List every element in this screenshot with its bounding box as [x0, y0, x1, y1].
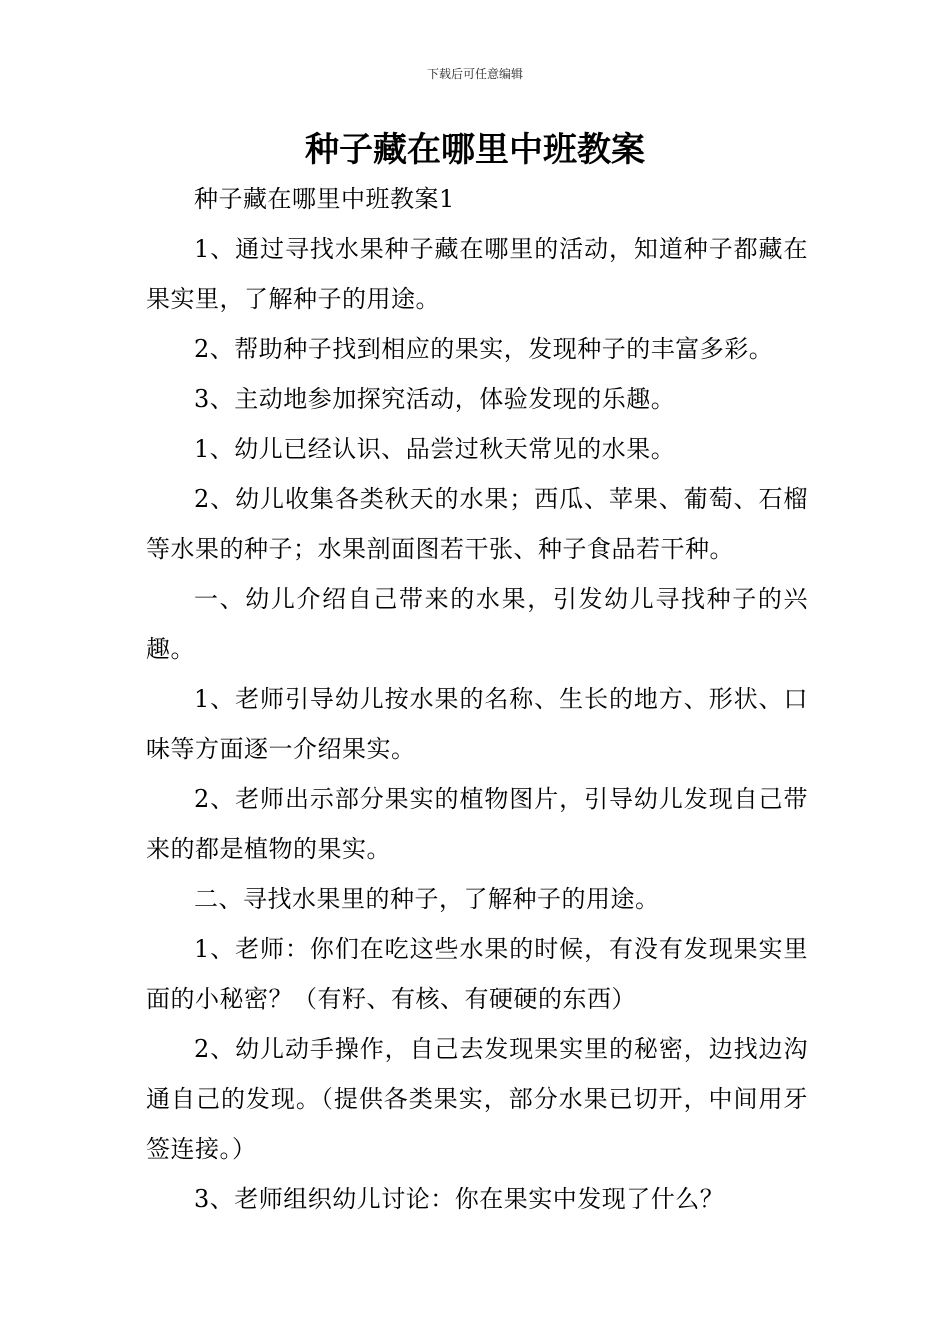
paragraph: 2、帮助种子找到相应的果实，发现种子的丰富多彩。	[194, 335, 774, 363]
paragraph: 1、幼儿已经认识、品尝过秋天常见的水果。	[194, 435, 676, 463]
paragraph: 3、主动地参加探究活动，体验发现的乐趣。	[194, 385, 676, 413]
paragraph: 1、老师引导幼儿按水果的名称、生长的地方、形状、口味等方面逐一介绍果实。	[146, 685, 808, 763]
page-title: 种子藏在哪里中班教案	[305, 130, 645, 170]
document-body	[146, 174, 808, 1224]
paragraph: 1、通过寻找水果种子藏在哪里的活动，知道种子都藏在果实里，了解种子的用途。	[146, 235, 808, 313]
paragraph: 2、幼儿收集各类秋天的水果；西瓜、苹果、葡萄、石榴等水果的种子；水果剖面图若干张、种子食品若干种。	[146, 485, 808, 563]
paragraph: 2、老师出示部分果实的植物图片，引导幼儿发现自己带来的都是植物的果实。	[146, 785, 808, 863]
paragraph: 二、寻找水果里的种子，了解种子的用途。	[194, 885, 660, 913]
paragraph: 1、老师：你们在吃这些水果的时候，有没有发现果实里面的小秘密？（有籽、有核、有硬硬的东西）	[146, 935, 808, 1013]
paragraph: 一、幼儿介绍自己带来的水果，引发幼儿寻找种子的兴趣。	[146, 585, 808, 663]
header-note: 下载后可任意编辑	[426, 67, 523, 81]
paragraph: 3、老师组织幼儿讨论：你在果实中发现了什么？	[194, 1185, 725, 1213]
paragraph-subtitle: 种子藏在哪里中班教案1	[194, 185, 455, 213]
paragraph: 2、幼儿动手操作，自己去发现果实里的秘密，边找边沟通自己的发现。（提供各类果实，部分水果已切开，中间用牙签连接。）	[146, 1035, 808, 1163]
